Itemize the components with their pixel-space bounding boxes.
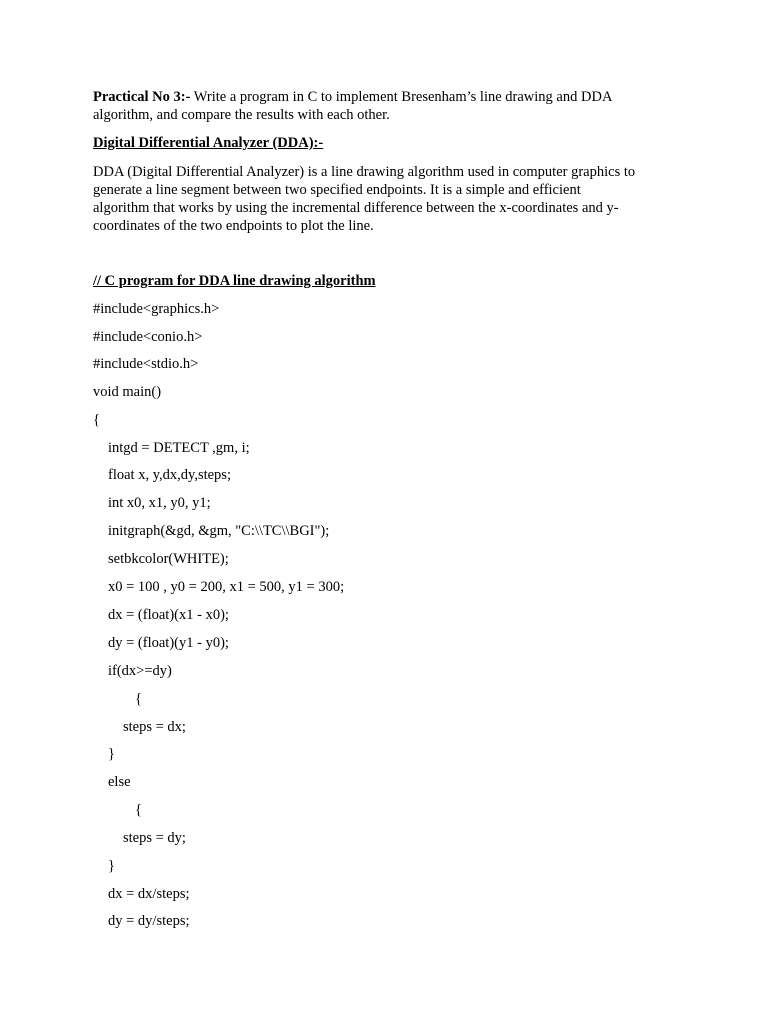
code-line: float x, y,dx,dy,steps; <box>108 467 231 483</box>
code-line: dy = (float)(y1 - y0); <box>108 635 229 651</box>
code-line: } <box>108 746 115 762</box>
code-line: { <box>135 691 142 707</box>
code-line: dx = dx/steps; <box>108 886 190 902</box>
practical-label: Practical No 3:- <box>93 89 191 105</box>
code-line: #include<conio.h> <box>93 329 203 345</box>
code-line: void main() <box>93 384 162 400</box>
code-line: { <box>135 802 142 818</box>
code-line: steps = dy; <box>123 830 186 846</box>
code-line: intgd = DETECT ,gm, i; <box>108 440 250 456</box>
description-line-1: DDA (Digital Differential Analyzer) is a line drawing algorithm used in computer graphics to <box>93 164 636 180</box>
code-line: else <box>108 774 131 790</box>
code-line: int x0, x1, y0, y1; <box>108 495 211 511</box>
section-title: Digital Differential Analyzer (DDA):- <box>93 135 324 151</box>
code-line: setbkcolor(WHITE); <box>108 551 229 567</box>
code-line: dx = (float)(x1 - x0); <box>108 607 229 623</box>
practical-heading-line-1 <box>93 88 612 106</box>
code-line: { <box>93 412 100 428</box>
code-line: initgraph(&gd, &gm, "C:\\TC\\BGI"); <box>108 523 330 539</box>
code-line: dy = dy/steps; <box>108 913 190 929</box>
code-line: #include<stdio.h> <box>93 356 199 372</box>
description-line-2: generate a line segment between two specified endpoints. It is a simple and efficient <box>93 182 581 198</box>
code-line: x0 = 100 , y0 = 200, x1 = 500, y1 = 300; <box>108 579 345 595</box>
code-line: #include<graphics.h> <box>93 301 220 317</box>
practical-heading-line-2: algorithm, and compare the results with each other. <box>93 107 390 123</box>
description-line-3: algorithm that works by using the incremental difference between the x-coordinates and y- <box>93 200 619 216</box>
code-line: if(dx>=dy) <box>108 663 172 679</box>
code-line: steps = dx; <box>123 719 186 735</box>
practical-text-1: Write a program in C to implement Bresenham’s line drawing and DDA <box>190 89 613 105</box>
code-line: } <box>108 858 115 874</box>
code-comment-heading: // C program for DDA line drawing algorithm <box>93 273 376 289</box>
description-line-4: coordinates of the two endpoints to plot the line. <box>93 218 374 234</box>
